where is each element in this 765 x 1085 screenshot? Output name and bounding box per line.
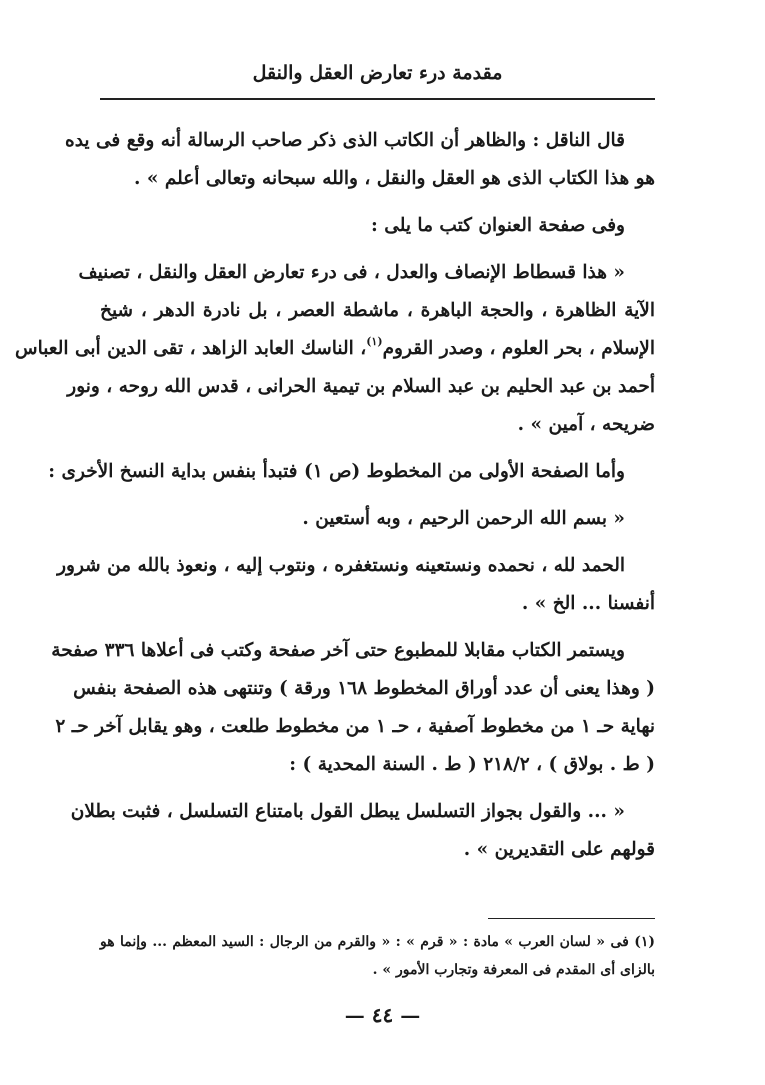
body-text [15, 122, 655, 878]
text-segment: الإسلام ، بحر العلوم ، وصدر القروم [382, 338, 655, 359]
text-line: وفى صفحة العنوان كتب ما يلى : [371, 215, 625, 236]
footnote [100, 928, 655, 984]
text-line: « هذا قسطاط الإنصاف والعدل ، فى درء تعارض العقل والنقل ، تصنيف [78, 262, 625, 283]
text-segment: ، الناسك العابد الزاهد ، تقى الدين أبى العباس [15, 338, 367, 359]
text-line: ( ط . بولاق ) ، ٢١٨/٢ ( ط . السنة المحدية ) : [289, 754, 655, 775]
text-line: « بسم الله الرحمن الرحيم ، وبه أستعين . [302, 508, 625, 529]
paragraph-manuscript-pages [51, 632, 655, 784]
text-line: أحمد بن عبد الحليم بن عبد السلام بن تيمية الحرانى ، قدس الله روحه ، ونور [67, 376, 655, 397]
text-line: قولهم على التقديرين » . [463, 839, 655, 860]
page-number: — ٤٤ — [344, 1003, 421, 1027]
text-line: الحمد لله ، نحمده ونستعينه ونستغفره ، ونتوب إليه ، ونعوذ بالله من شرور [57, 555, 625, 576]
text-line: أنفسنا ... الخ » . [521, 593, 655, 614]
text-line-with-footnote [15, 330, 655, 368]
paragraph-hamdala [57, 547, 655, 623]
footnote-line: (١) فى « لسان العرب » مادة : « قرم » : « والقرم من الرجال : السيد المعظم ... وإنما هو [100, 934, 656, 950]
text-line: الآية الظاهرة ، والحجة الباهرة ، ماشطة العصر ، بل نادرة الدهر ، شيخ [100, 300, 655, 321]
footnote-line: بالزاى أى المقدم فى المعرفة وتجارب الأمور » . [372, 962, 655, 978]
running-head: مقدمة درء تعارض العقل والنقل [252, 62, 503, 84]
text-line: ( وهذا يعنى أن عدد أوراق المخطوط ١٦٨ ورقة ) وتنتهى هذه الصفحة بنفس [73, 678, 655, 699]
header-rule [100, 98, 655, 100]
paragraph-ending-quote [70, 793, 655, 869]
paragraph-first-page [48, 453, 655, 491]
text-line: نهاية حـ ١ من مخطوط آصفية ، حـ ١ من مخطوط طلعت ، وهو يقابل آخر حـ ٢ [55, 716, 655, 737]
text-line: « ... والقول بجواز التسلسل يبطل القول بامتناع التسلسل ، فثبت بطلان [70, 801, 625, 822]
text-line: ويستمر الكتاب مقابلا للمطبوع حتى آخر صفحة وكتب فى أعلاها ٣٣٦ صفحة [51, 640, 625, 661]
paragraph-title-page-quote [15, 254, 655, 444]
text-line: قال الناقل : والظاهر أن الكاتب الذى ذكر صاحب الرسالة أنه وقع فى يده [65, 130, 625, 151]
footnote-marker: (١) [366, 335, 383, 348]
footnote-rule [488, 918, 655, 919]
text-line: هو هذا الكتاب الذى هو العقل والنقل ، والله سبحانه وتعالى أعلم » . [133, 168, 655, 189]
paragraph-copyist-note [65, 122, 655, 198]
text-line: وأما الصفحة الأولى من المخطوط (ص ١) فتبدأ بنفس بداية النسخ الأخرى : [48, 461, 625, 482]
paragraph-title-page-intro [100, 207, 655, 245]
text-line: ضريحه ، آمين » . [517, 414, 655, 435]
paragraph-basmala [100, 500, 655, 538]
